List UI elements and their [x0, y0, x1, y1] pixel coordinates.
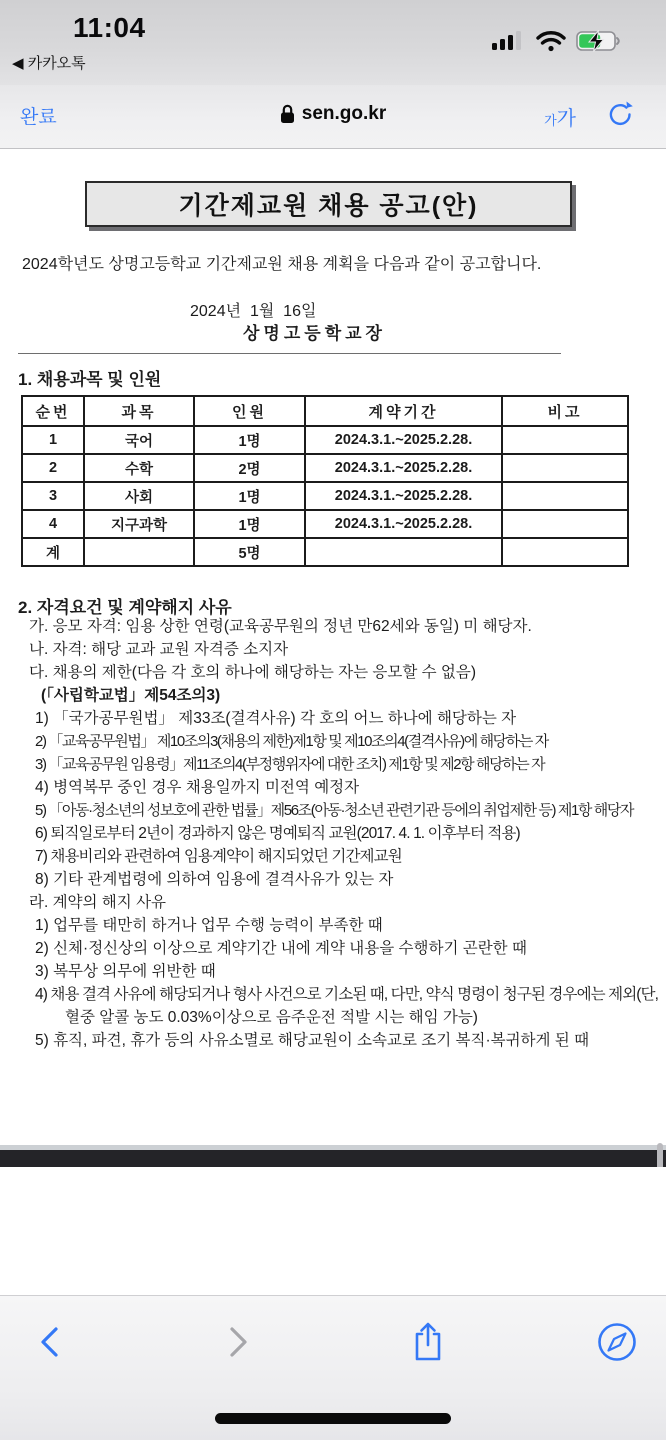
clause-line: 7) 채용비리와 관련하여 임용계약이 해지되었던 기간제교원	[35, 848, 402, 865]
document-date: 2024년 1월 16일	[190, 303, 317, 320]
col-header-no: 순번	[22, 396, 84, 426]
cell-no: 계	[22, 538, 84, 566]
col-header-contract-period: 계약기간	[305, 396, 502, 426]
clause-line: 나. 자격: 해당 교과 교원 자격증 소지자	[29, 641, 289, 658]
cell-headcount: 1명	[194, 426, 305, 454]
empty-area	[0, 1167, 666, 1295]
document-signer: 상명고등학교장	[243, 324, 386, 343]
text-size-button[interactable]	[544, 102, 576, 131]
text-size-big-glyph: 가	[556, 108, 576, 130]
cell-subject: 국어	[84, 426, 194, 454]
cell-period: 2024.3.1.~2025.2.28.	[305, 510, 502, 538]
section1-heading: 1. 채용과목 및 인원	[18, 370, 162, 389]
clause-line: 3) 복무상 의무에 위반한 때	[35, 963, 216, 980]
cell-no: 4	[22, 510, 84, 538]
cell-headcount: 5명	[194, 538, 305, 566]
clause-line: 라. 계약의 해지 사유	[29, 894, 167, 911]
clause-line: 혈중 알콜 농도 0.03%이상으로 음주운전 적발 시는 해임 가능)	[65, 1009, 478, 1026]
clause-line: 다. 채용의 제한(다음 각 호의 하나에 해당하는 자는 응모할 수 없음)	[29, 664, 476, 681]
webpage-content	[0, 150, 666, 1146]
safari-url-bar	[0, 85, 666, 149]
horizontal-divider	[18, 353, 561, 354]
forward-button[interactable]	[214, 1318, 262, 1366]
table-total-row	[22, 538, 628, 566]
cell-subject: 사회	[84, 482, 194, 510]
clause-line: 6) 퇴직일로부터 2년이 경과하지 않은 명예퇴직 교원(2017. 4. 1. 이후부터 적용)	[35, 825, 520, 842]
back-to-kakaotalk-button[interactable]: ◀ 카카오톡	[12, 55, 86, 72]
share-icon	[412, 1321, 444, 1363]
clause-line: 1) 업무를 태만히 하거나 업무 수행 능력이 부족한 때	[35, 917, 383, 934]
viewer-background-band	[0, 1150, 666, 1167]
back-button[interactable]	[26, 1318, 74, 1366]
clause-line: (「사립학교법」제54조의3)	[41, 687, 221, 704]
cell-subject: 지구과학	[84, 510, 194, 538]
clause-line: 1) 「국가공무원법」 제33조(결격사유) 각 호의 어느 하나에 해당하는 자	[35, 710, 517, 727]
cell-headcount: 1명	[194, 510, 305, 538]
table-row	[22, 426, 628, 454]
refresh-button[interactable]	[607, 99, 634, 134]
cell-note	[502, 510, 628, 538]
cell-note	[502, 482, 628, 510]
share-button[interactable]	[404, 1318, 452, 1366]
status-bar	[0, 0, 666, 85]
battery-charging-icon	[576, 30, 622, 52]
lock-icon	[280, 104, 295, 124]
clause-line: 5) 휴직, 파견, 휴가 등의 사유소멸로 해당교원이 소속교로 조기 복직·복귀하게 된 때	[35, 1032, 590, 1049]
cell-no: 1	[22, 426, 84, 454]
clause-line: 2) 신체·정신상의 이상으로 계약기간 내에 계약 내용을 수행하기 곤란한 때	[35, 940, 527, 957]
col-header-note: 비고	[502, 396, 628, 426]
open-in-safari-button[interactable]	[593, 1318, 641, 1366]
clause-line: 4) 채용 결격 사유에 해당되거나 형사 사건으로 기소된 때, 다만, 약식 명령이 청구된 경우에는 제외(단,	[35, 986, 659, 1003]
col-header-headcount: 인원	[194, 396, 305, 426]
cell-note	[502, 426, 628, 454]
chevron-forward-icon	[226, 1325, 250, 1359]
cell-period: 2024.3.1.~2025.2.28.	[305, 426, 502, 454]
document-title: 기간제교원 채용 공고(안)	[178, 192, 479, 220]
safari-compass-icon	[596, 1321, 638, 1363]
cell-subject: 수학	[84, 454, 194, 482]
table-row	[22, 510, 628, 538]
cell-period: 2024.3.1.~2025.2.28.	[305, 454, 502, 482]
table-row	[22, 482, 628, 510]
scrollbar-thumb[interactable]	[657, 1143, 663, 1170]
cell-headcount: 2명	[194, 454, 305, 482]
clause-line: 3) 「교육공무원 임용령」제11조의4(부정행위자에 대한 조치) 제1항 및 제2항 해당하는 자	[35, 756, 545, 773]
cell-no: 3	[22, 482, 84, 510]
table-row	[22, 454, 628, 482]
cell-period: 2024.3.1.~2025.2.28.	[305, 482, 502, 510]
reload-icon	[607, 99, 634, 129]
section2-clauses	[18, 615, 662, 1052]
done-button[interactable]: 완료	[20, 107, 57, 128]
cell-period	[305, 538, 502, 566]
home-indicator[interactable]	[215, 1413, 451, 1424]
text-size-small-glyph: 가	[544, 113, 557, 128]
cell-no: 2	[22, 454, 84, 482]
col-header-subject: 과목	[84, 396, 194, 426]
status-time: 11:04	[73, 12, 146, 43]
cell-subject	[84, 538, 194, 566]
recruitment-table	[21, 395, 629, 567]
document-title-box	[85, 181, 572, 227]
clause-line: 2) 「교육공무원법」 제10조의3(채용의 제한)제1항 및 제10조의4(결격사유)에 해당하는 자	[35, 733, 548, 750]
clause-line: 8) 기타 관계법령에 의하여 임용에 결격사유가 있는 자	[35, 871, 394, 888]
document-intro: 2024학년도 상명고등학교 기간제교원 채용 계획을 다음과 같이 공고합니다.	[22, 256, 542, 273]
section2-heading: 2. 자격요건 및 계약해지 사유	[18, 598, 232, 617]
clause-line: 5) 「아동·청소년의 성보호에 관한 법률」제56조(아동·청소년 관련기관 등에의 취업제한 등) 제1항 해당자	[35, 802, 634, 819]
cell-note	[502, 454, 628, 482]
wifi-icon	[536, 30, 566, 52]
cellular-signal-icon	[492, 30, 526, 52]
cell-headcount: 1명	[194, 482, 305, 510]
url-domain: sen.go.kr	[301, 103, 387, 124]
clause-line: 가. 응모 자격: 임용 상한 연령(교육공무원의 정년 만62세와 동일) 미 해당자.	[29, 618, 532, 635]
status-icons	[492, 30, 622, 52]
chevron-back-icon	[38, 1325, 62, 1359]
cell-note	[502, 538, 628, 566]
clause-line: 4) 병역복무 중인 경우 채용일까지 미전역 예정자	[35, 779, 360, 796]
table-header-row	[22, 396, 628, 426]
